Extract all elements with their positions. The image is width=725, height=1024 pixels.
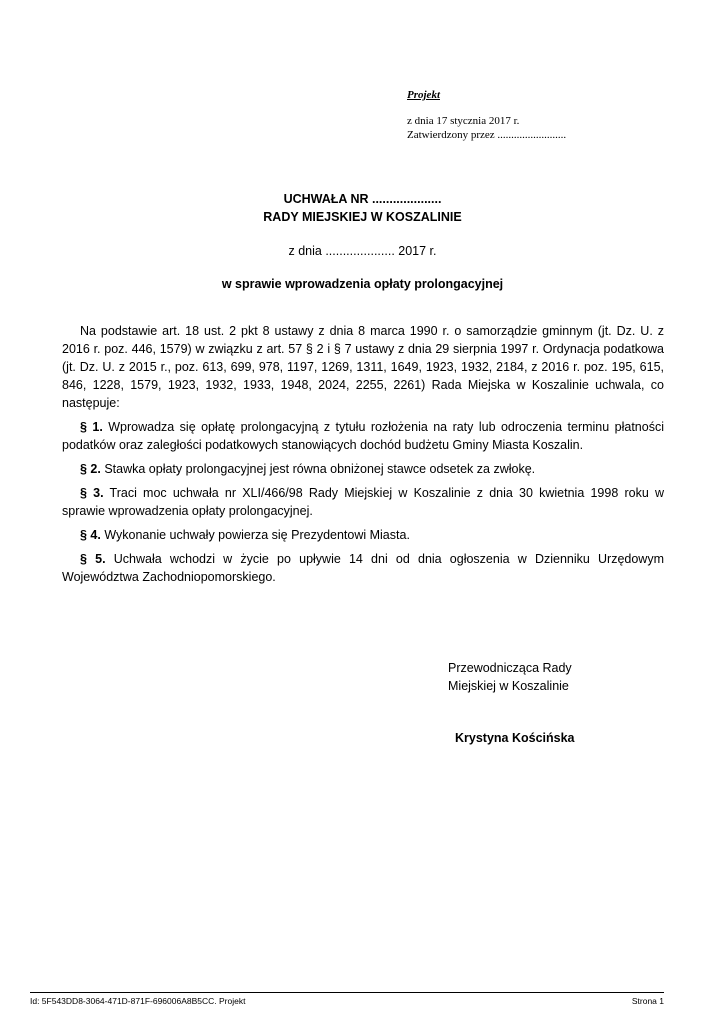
resolution-body — [62, 322, 664, 592]
paragraph-1 — [62, 418, 664, 454]
resolution-number: UCHWAŁA NR .................... — [283, 192, 442, 206]
resolution-subject: w sprawie wprowadzenia opłaty prolongacyjnej — [221, 277, 504, 291]
paragraph-4 — [62, 526, 664, 544]
paragraph-text: Wprowadza się opłatę prolongacyjną z tytułu rozłożenia na raty lub odroczenia terminu płatności podatków oraz zaległości podatkowych stanowiących dochód budżetu Gminy Miasta Koszalin. — [62, 420, 664, 452]
resolution-title — [0, 190, 725, 226]
paragraph-symbol: § 2. — [80, 462, 101, 476]
footer-divider — [30, 992, 664, 993]
paragraph-symbol: § 5. — [80, 552, 106, 566]
paragraph-text: Wykonanie uchwały powierza się Prezydentowi Miasta. — [100, 528, 410, 542]
footer-page-number: Strona 1 — [631, 996, 664, 1006]
paragraph-symbol: § 3. — [80, 486, 104, 500]
signer-name: Krystyna Kościńska — [455, 731, 575, 745]
paragraph-2 — [62, 460, 664, 478]
approved-by-line: Zatwierdzony przez ......................... — [407, 129, 567, 141]
draft-date: z dnia 17 stycznia 2017 r. — [407, 115, 520, 127]
signature-role-line-1: Przewodnicząca Rady — [448, 661, 572, 675]
footer-document-id: Id: 5F543DD8-3064-471D-871F-696006A8B5CC. Projekt — [30, 996, 246, 1006]
signature-role — [448, 659, 572, 695]
paragraph-5 — [62, 550, 664, 586]
projekt-label: Projekt — [407, 89, 440, 101]
paragraph-symbol: § 1. — [80, 420, 103, 434]
paragraph-text: Traci moc uchwała nr XLI/466/98 Rady Miejskiej w Koszalinie z dnia 30 kwietnia 1998 roku w sprawie wprowadzenia opłaty prolongacyjnej. — [62, 486, 664, 518]
paragraph-symbol: § 4. — [80, 528, 101, 542]
resolution-date: z dnia .................... 2017 r. — [288, 244, 437, 258]
paragraph-text: Stawka opłaty prolongacyjnej jest równa obniżonej stawce odsetek za zwłokę. — [100, 462, 536, 476]
paragraph-3 — [62, 484, 664, 520]
council-name: RADY MIEJSKIEJ W KOSZALINIE — [263, 210, 462, 224]
preamble: Na podstawie art. 18 ust. 2 pkt 8 ustawy z dnia 8 marca 1990 r. o samorządzie gminnym (jt. Dz. U. z 2016 r. poz. 446, 1579) w związku z art. 57 § 2 i § 7 ustawy z dnia 29 sierpnia 1997 r. Ordynacja podatkowa (jt. Dz. U. z 2015 r., poz. 613, 699, 978, 1197, 1269, 1311, 1649, 1923, 1932, 2184, z 2016 r. poz. 195, 615, 846, 1228, 1579, 1923, 1932, 1933, 1948, 2024, 2255, 2261) Rada Miejska w Koszalinie uchwala, co następuje: — [62, 324, 664, 410]
paragraph-text: Uchwała wchodzi w życie po upływie 14 dni od dnia ogłoszenia w Dzienniku Urzędowym Województwa Zachodniopomorskiego. — [62, 552, 664, 584]
draft-header — [407, 88, 566, 142]
signature-role-line-2: Miejskiej w Koszalinie — [448, 679, 569, 693]
